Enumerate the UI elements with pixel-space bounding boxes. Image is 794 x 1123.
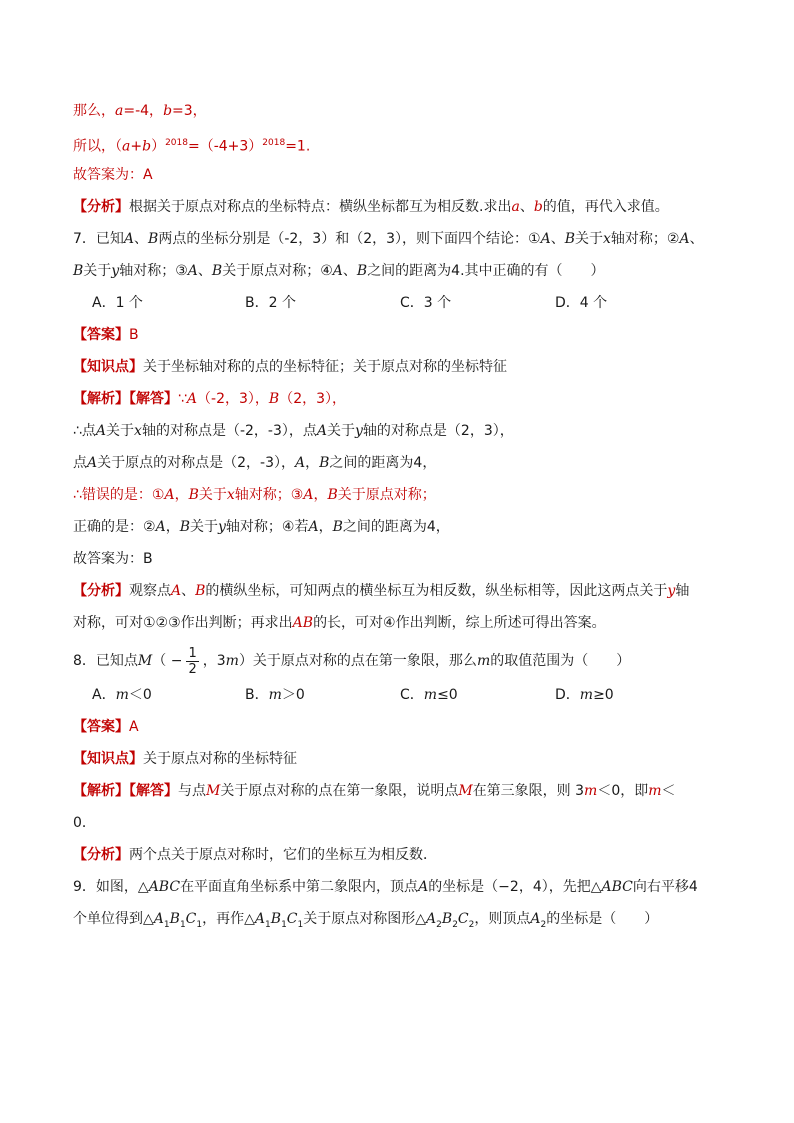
- q8-knowledge: 【知识点】关于原点对称的坐标特征: [73, 751, 297, 767]
- q8-option-d: D．m≥0: [555, 687, 614, 703]
- q7-solution-line2: ∴点A关于x轴的对称点是（-2，-3），点A关于y轴的对称点是（2，3），: [73, 423, 514, 439]
- q7-solution-line3: 点A关于原点的对称点是（2，-3），A，B之间的距离为4，: [73, 455, 437, 471]
- q7-analysis-line1: 【分析】观察点A、B的横纵坐标，可知两点的横坐标互为相反数，纵坐标相等，因此这两点关于y轴: [73, 583, 690, 599]
- solution-line-power: 所以，$(a+b)^{2018}=(-4+3)^{2018}=1$.: [73, 138, 311, 155]
- q7-option-d: D．4 个: [555, 295, 608, 311]
- q8-solution-line2: 0．: [73, 815, 96, 831]
- q8-analysis: 【分析】两个点关于原点对称时，它们的坐标互为相反数．: [73, 847, 437, 863]
- q7-knowledge: 【知识点】关于坐标轴对称的点的坐标特征；关于原点对称的坐标特征: [73, 359, 507, 375]
- solution-line-values: 那么，a=-4，b=3，: [73, 103, 207, 119]
- q8-option-b: B．m＞0: [245, 687, 305, 703]
- q7-solution-conclusion: 故答案为：B: [73, 551, 153, 567]
- question-9-stem-line1: 9．如图，△ABC在平面直角坐标系中第二象限内，顶点A的坐标是（−2，4），先把△ABC向右平移4: [73, 879, 698, 895]
- q7-analysis-line2: 对称，可对①②③作出判断；再求出AB的长，可对④作出判断，综上所述可得出答案。: [73, 615, 606, 631]
- question-9-stem-line2: 个单位得到$\triangle A_1B_1C_1$，再作$\triangle A_1B_1C_1$关于原点对称图形$\triangle A_2B_2C_2$，则顶点$A_2$的坐标是（ ）: [73, 911, 659, 930]
- q8-answer: 【答案】A: [73, 719, 139, 735]
- q7-answer: 【答案】B: [73, 327, 139, 343]
- q7-option-a: A．1 个: [92, 295, 143, 311]
- q8-solution-line1: 【解析】【解答】与点M关于原点对称的点在第一象限，说明点M在第三象限，则 3m＜0，即m＜: [73, 783, 676, 799]
- q8-option-c: C．m≤0: [400, 687, 458, 703]
- analysis-q6: 【分析】根据关于原点对称点的坐标特点：横纵坐标都互为相反数.求出a、b的值，再代入求值。: [73, 199, 669, 215]
- q7-option-b: B．2 个: [245, 295, 296, 311]
- question-7-stem-line2: B关于y轴对称；③A、B关于原点对称；④A、B之间的距离为4.其中正确的有（ ）: [73, 263, 605, 279]
- q7-solution-line4: ∴错误的是：①A，B关于x轴对称；③A，B关于原点对称；: [73, 487, 436, 503]
- q7-solution-line5: 正确的是：②A，B关于y轴对称；④若A，B之间的距离为4，: [73, 519, 450, 535]
- q7-solution-line1: 【解析】【解答】∵A（-2，3），B（2，3），: [73, 391, 347, 407]
- q7-option-c: C．3 个: [400, 295, 452, 311]
- question-7-stem-line1: 7．已知A、B两点的坐标分别是（-2，3）和（2，3），则下面四个结论：①A、B关于x轴对称；②A、: [73, 231, 704, 247]
- q8-option-a: A．m＜0: [92, 687, 152, 703]
- question-8-stem: 8．已知点M（ − $\frac{1}{2}$ ，3m）关于原点对称的点在第一象限，那么m的取值范围为（ ）: [73, 645, 631, 677]
- answer-line-q6: 故答案为：A: [73, 167, 153, 183]
- fraction-one-half: $\frac{1}{2}$: [188, 645, 197, 677]
